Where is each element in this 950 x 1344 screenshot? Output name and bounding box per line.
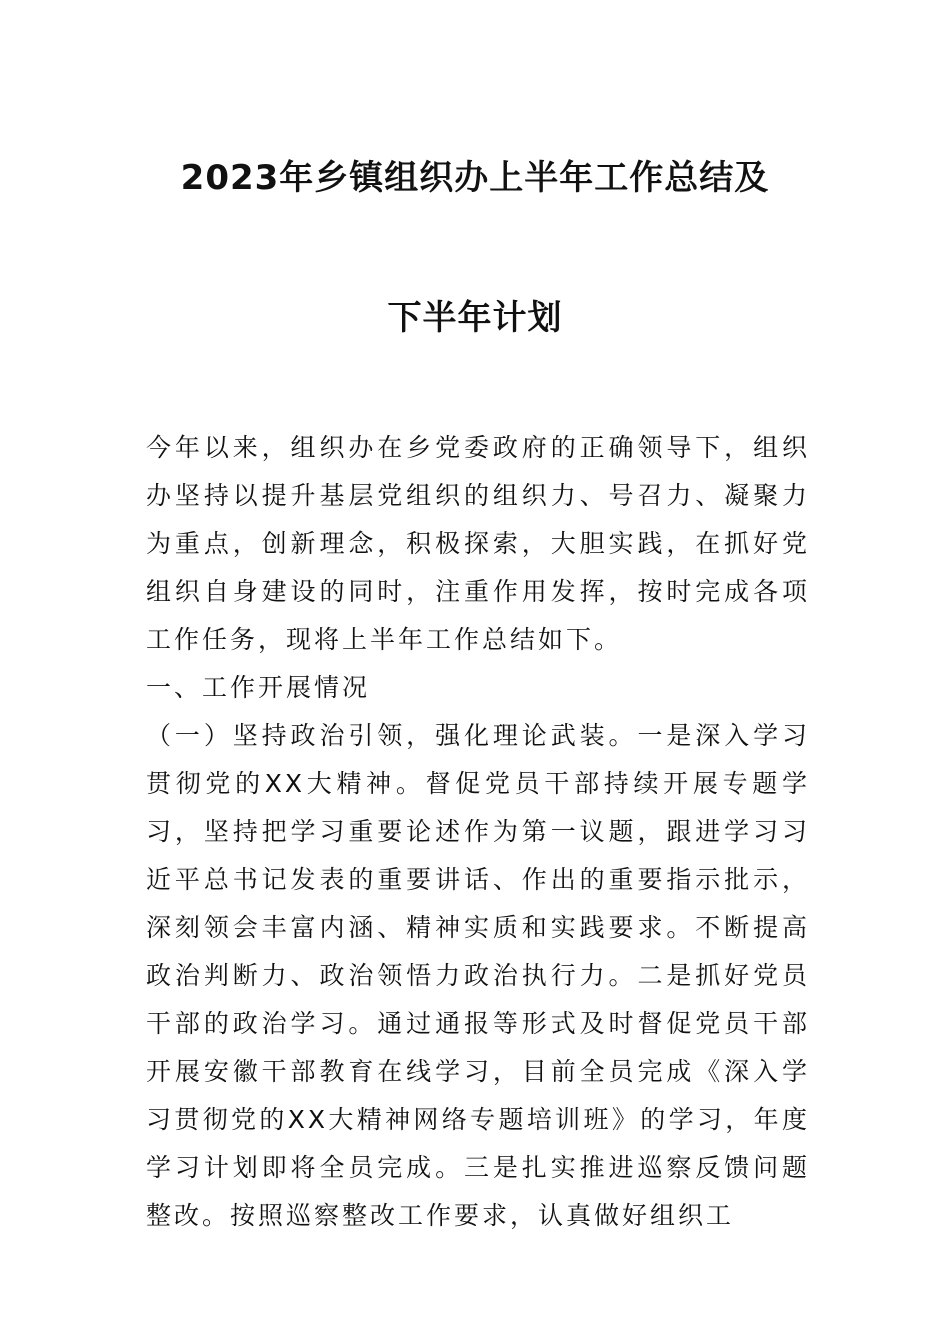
document-body [146, 424, 810, 1240]
document-title-line-2: 下半年计划 [387, 298, 563, 338]
document-title-line-1: 2023年乡镇组织办上半年工作总结及 [180, 158, 770, 198]
subsection-paragraph-1: （一）坚持政治引领，强化理论武装。一是深入学习贯彻党的XX大精神。督促党员干部持续开展专题学习，坚持把学习重要论述作为第一议题，跟进学习习近平总书记发表的重要讲话、作出的重要指示批示，深刻领会丰富内涵、精神实质和实践要求。不断提高政治判断力、政治领悟力政治执行力。二是抓好党员干部的政治学习。通过通报等形式及时督促党员干部开展安徽干部教育在线学习，目前全员完成《深入学习贯彻党的XX大精神网络专题培训班》的学习，年度学习计划即将全员完成。三是扎实推进巡察反馈问题整改。按照巡察整改工作要求，认真做好组织工 [146, 721, 810, 1230]
intro-paragraph: 今年以来，组织办在乡党委政府的正确领导下，组织办坚持以提升基层党组织的组织力、号召力、凝聚力为重点，创新理念，积极探索，大胆实践，在抓好党组织自身建设的同时，注重作用发挥，按时完成各项工作任务，现将上半年工作总结如下。 [146, 433, 810, 654]
section-heading-work-status: 一、工作开展情况 [146, 673, 371, 702]
